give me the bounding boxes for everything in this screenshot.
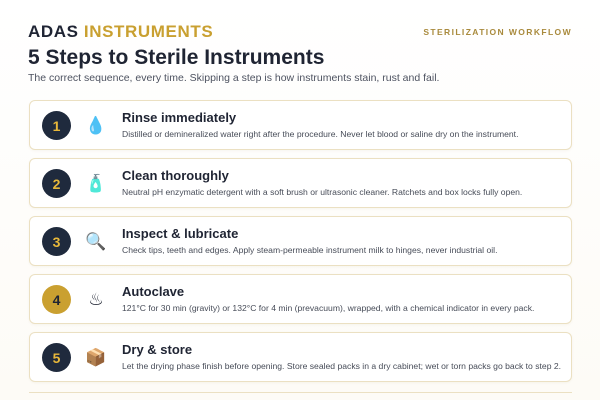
step-number: 5 bbox=[42, 343, 71, 372]
step-number: 2 bbox=[42, 169, 71, 198]
step-card-clean bbox=[29, 158, 572, 208]
package-box-icon: 📦 bbox=[85, 348, 107, 368]
step-number: 3 bbox=[42, 227, 71, 256]
step-card-inspect bbox=[29, 216, 572, 266]
step-title: Rinse immediately bbox=[122, 110, 237, 125]
step-description: Check tips, teeth and edges. Apply steam-permeable instrument milk to hinges, never industrial oil. bbox=[122, 245, 498, 255]
step-number: 1 bbox=[42, 111, 71, 140]
step-description: Distilled or demineralized water right after the procedure. Never let blood or saline dry on the instrument. bbox=[122, 129, 519, 139]
magnifier-icon: 🔍 bbox=[85, 232, 107, 252]
page-subtitle: The correct sequence, every time. Skipping a step is how instruments stain, rust and fail. bbox=[28, 72, 440, 84]
step-card-dry-store bbox=[29, 332, 572, 382]
step-description: Neutral pH enzymatic detergent with a soft brush or ultrasonic cleaner. Ratchets and box locks fully open. bbox=[122, 187, 523, 197]
step-description: 121°C for 30 min (gravity) or 132°C for 4 min (prevacuum), wrapped, with a chemical indicator in every pack. bbox=[122, 303, 535, 313]
water-drop-icon: 💧 bbox=[85, 116, 107, 136]
brand-logo bbox=[28, 22, 213, 42]
bottom-divider bbox=[29, 392, 572, 393]
step-number: 4 bbox=[42, 285, 71, 314]
step-card-autoclave bbox=[29, 274, 572, 324]
steps-list bbox=[29, 100, 572, 390]
header bbox=[28, 22, 572, 42]
brand-accent: INSTRUMENTS bbox=[83, 22, 214, 41]
page-title: 5 Steps to Sterile Instruments bbox=[28, 46, 325, 69]
step-title: Inspect & lubricate bbox=[122, 226, 239, 241]
step-card-rinse bbox=[29, 100, 572, 150]
section-tag: STERILIZATION WORKFLOW bbox=[423, 27, 572, 37]
step-title: Autoclave bbox=[122, 284, 185, 299]
step-title: Dry & store bbox=[122, 342, 193, 357]
brand-primary: ADAS bbox=[28, 22, 79, 41]
detergent-bottle-icon: 🧴 bbox=[85, 174, 107, 194]
steam-icon: ♨ bbox=[88, 290, 104, 310]
step-title: Clean thoroughly bbox=[122, 168, 229, 183]
step-description: Let the drying phase finish before opening. Store sealed packs in a dry cabinet; wet or torn packs go back to step 2. bbox=[122, 361, 562, 371]
